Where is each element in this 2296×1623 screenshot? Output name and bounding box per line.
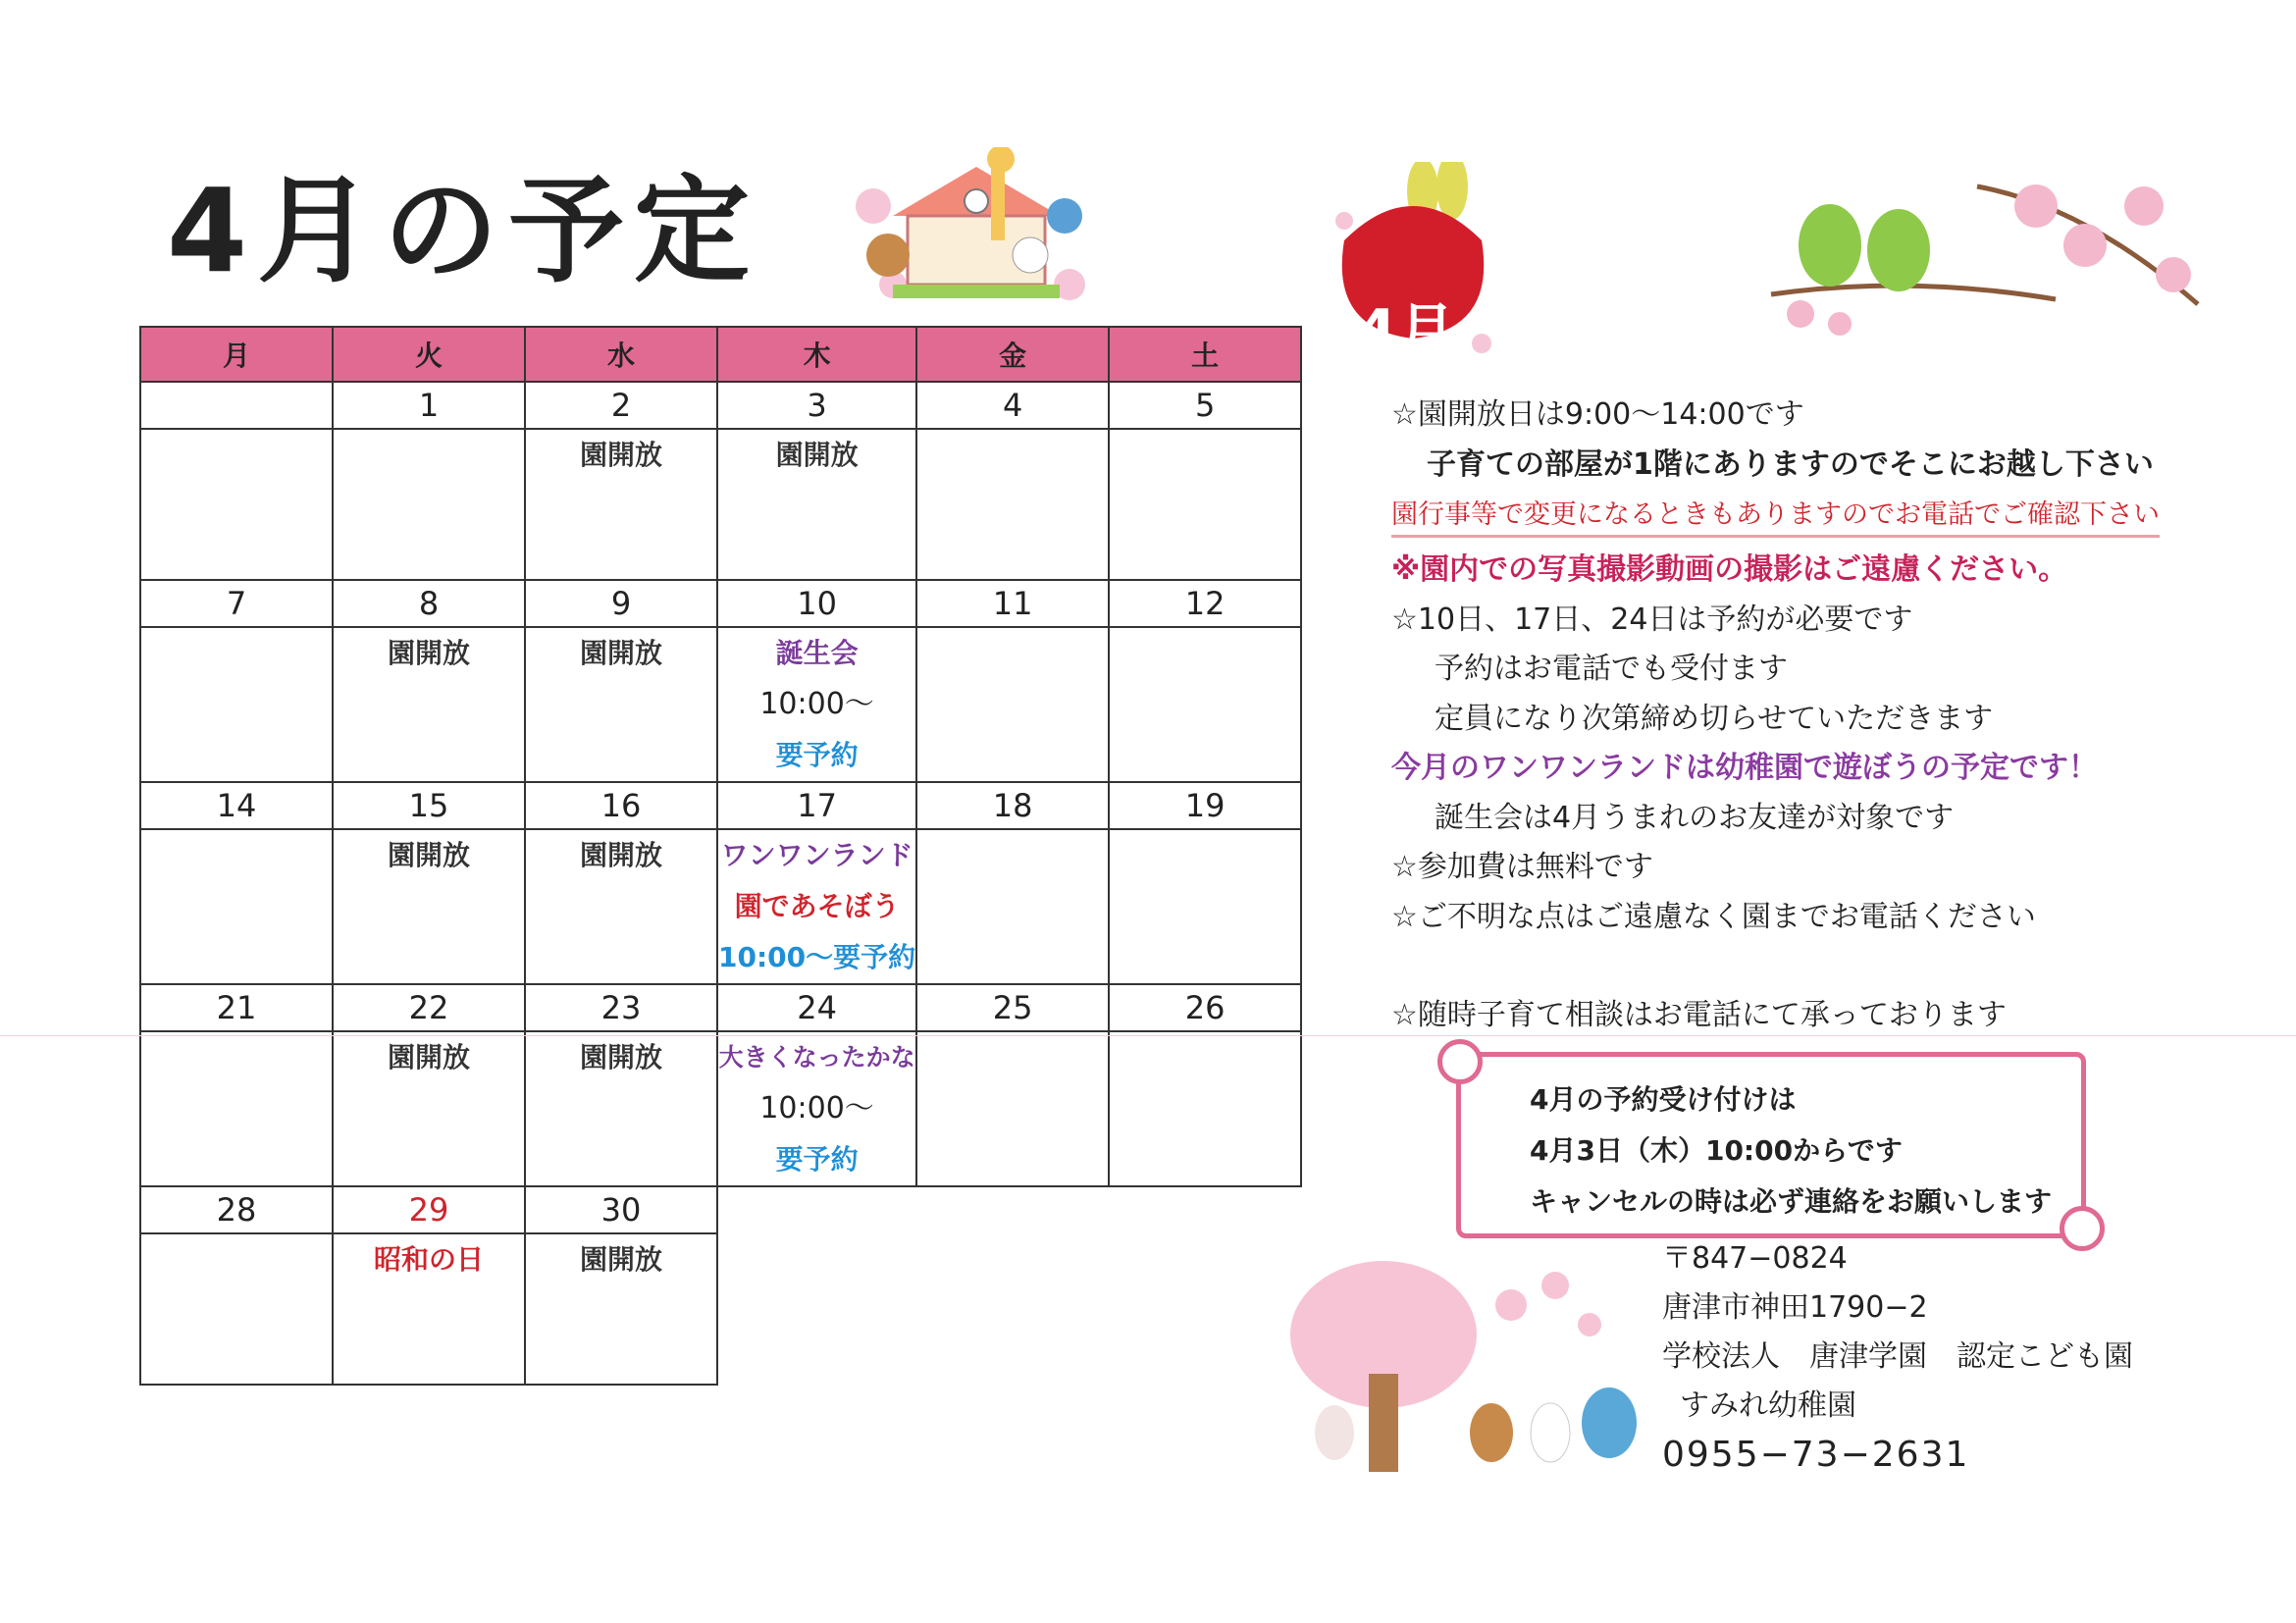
date-cell: 5 bbox=[1109, 382, 1301, 429]
date-cell: 23 bbox=[525, 984, 717, 1031]
week-4-dates bbox=[140, 984, 1301, 1031]
event-open: 園開放 bbox=[775, 439, 859, 471]
event-cell bbox=[525, 1031, 717, 1186]
date-cell: 1 bbox=[333, 382, 525, 429]
note-open-hours: ☆園開放日は9:00〜14:00です bbox=[1391, 397, 1804, 432]
event-cell bbox=[1109, 829, 1301, 984]
event-birthday: 誕生会 bbox=[775, 637, 859, 669]
date-cell: 3 bbox=[717, 382, 916, 429]
weekday-header-row bbox=[140, 327, 1301, 382]
date-cell bbox=[140, 382, 333, 429]
event-cell bbox=[333, 829, 525, 984]
note-birthday-target: 誕生会は4月うまれのお友達が対象です bbox=[1435, 800, 1955, 835]
date-cell: 19 bbox=[1109, 782, 1301, 829]
event-cell bbox=[525, 829, 717, 984]
divider bbox=[0, 1035, 2296, 1036]
week-1-events bbox=[140, 429, 1301, 580]
note-free: ☆参加費は無料です bbox=[1391, 850, 1653, 884]
week-2-dates bbox=[140, 580, 1301, 627]
date-cell: 24 bbox=[717, 984, 916, 1031]
note-reservation-days: ☆10日、17日、24日は予約が必要です bbox=[1391, 602, 1913, 637]
event-cell bbox=[916, 829, 1109, 984]
note-wanwan-land: 今月のワンワンランドは幼稚園で遊ぼうの予定です！ bbox=[1391, 751, 2098, 785]
event-wanwan-land: ワンワンランド bbox=[720, 839, 913, 871]
event-time: 10:00〜 bbox=[759, 1091, 874, 1126]
month-badge: 4月 bbox=[1356, 297, 1456, 366]
note-contact: ☆ご不明な点はご遠慮なく園までお電話ください bbox=[1391, 899, 2036, 934]
address-block bbox=[1662, 1234, 2133, 1480]
kindergarten-illustration bbox=[834, 147, 1109, 314]
event-play-at-school: 園であそぼう bbox=[734, 890, 900, 922]
phone-number: 0955−73−2631 bbox=[1662, 1435, 1970, 1475]
reservation-scroll-box bbox=[1456, 1052, 2086, 1238]
date-cell: 18 bbox=[916, 782, 1109, 829]
date-cell: 11 bbox=[916, 580, 1109, 627]
event-cell bbox=[525, 627, 717, 782]
week-4-events bbox=[140, 1031, 1301, 1186]
empty-cell bbox=[717, 1186, 916, 1233]
reservation-line-1: 4月の予約受け付けは bbox=[1530, 1083, 1797, 1116]
cherry-tree-animals-illustration bbox=[1276, 1256, 1648, 1477]
date-cell: 8 bbox=[333, 580, 525, 627]
notes-list bbox=[1391, 391, 2160, 1041]
weekday-tue: 火 bbox=[333, 327, 525, 382]
event-open: 園開放 bbox=[387, 839, 470, 871]
event-cell bbox=[333, 429, 525, 580]
weekday-fri: 金 bbox=[916, 327, 1109, 382]
week-3-dates bbox=[140, 782, 1301, 829]
note-no-photos: ※園内での写真撮影動画の撮影はご遠慮ください。 bbox=[1391, 552, 2068, 587]
weekday-mon: 月 bbox=[140, 327, 333, 382]
date-cell: 26 bbox=[1109, 984, 1301, 1031]
event-cell bbox=[140, 627, 333, 782]
event-reservation: 要予約 bbox=[775, 739, 859, 771]
organization: 学校法人 唐津学園 認定こども園 bbox=[1662, 1339, 2133, 1374]
weekday-thu: 木 bbox=[717, 327, 916, 382]
event-time: 10:00〜 bbox=[759, 687, 874, 721]
event-open: 園開放 bbox=[579, 1041, 662, 1073]
date-cell: 25 bbox=[916, 984, 1109, 1031]
event-cell bbox=[717, 1031, 916, 1186]
event-open: 園開放 bbox=[387, 1041, 470, 1073]
note-consultation: ☆随時子育て相談はお電話にて承っております bbox=[1391, 998, 2007, 1032]
weekday-wed: 水 bbox=[525, 327, 717, 382]
date-cell: 10 bbox=[717, 580, 916, 627]
empty-cell bbox=[916, 1186, 1109, 1233]
event-cell bbox=[140, 1031, 333, 1186]
week-1-dates bbox=[140, 382, 1301, 429]
birds-branch-illustration bbox=[1761, 147, 2203, 343]
calendar-table bbox=[139, 326, 1302, 1386]
note-room-location: 子育ての部屋が1階にありますのでそこにお越し下さい bbox=[1427, 446, 2154, 482]
event-cell bbox=[525, 429, 717, 580]
event-cell bbox=[1109, 627, 1301, 782]
note-capacity: 定員になり次第締め切らせていただきます bbox=[1435, 701, 1994, 736]
empty-cell bbox=[717, 1233, 916, 1385]
event-cell bbox=[525, 1233, 717, 1385]
empty-cell bbox=[1109, 1233, 1301, 1385]
date-cell: 28 bbox=[140, 1186, 333, 1233]
reservation-line-3: キャンセルの時は必ず連絡をお願いします bbox=[1530, 1185, 2053, 1218]
date-cell: 15 bbox=[333, 782, 525, 829]
event-open: 園開放 bbox=[387, 637, 470, 669]
week-3-events bbox=[140, 829, 1301, 984]
empty-cell bbox=[916, 1233, 1109, 1385]
date-cell: 2 bbox=[525, 382, 717, 429]
event-cell bbox=[333, 1233, 525, 1385]
event-cell bbox=[916, 1031, 1109, 1186]
event-cell bbox=[140, 829, 333, 984]
week-5-dates bbox=[140, 1186, 1301, 1233]
date-cell: 16 bbox=[525, 782, 717, 829]
event-cell bbox=[140, 1233, 333, 1385]
event-cell bbox=[916, 627, 1109, 782]
event-cell bbox=[140, 429, 333, 580]
date-cell: 14 bbox=[140, 782, 333, 829]
event-cell bbox=[333, 1031, 525, 1186]
event-reservation: 要予約 bbox=[775, 1143, 859, 1176]
week-5-events bbox=[140, 1233, 1301, 1385]
event-cell bbox=[717, 429, 916, 580]
week-2-events bbox=[140, 627, 1301, 782]
school-name: すみれ幼稚園 bbox=[1680, 1388, 1856, 1423]
event-cell bbox=[916, 429, 1109, 580]
empty-cell bbox=[1109, 1186, 1301, 1233]
event-open: 園開放 bbox=[579, 839, 662, 871]
event-cell bbox=[717, 627, 916, 782]
date-cell: 17 bbox=[717, 782, 916, 829]
date-cell: 9 bbox=[525, 580, 717, 627]
event-cell bbox=[333, 627, 525, 782]
date-cell: 21 bbox=[140, 984, 333, 1031]
event-showa-day: 昭和の日 bbox=[373, 1243, 484, 1276]
event-open: 園開放 bbox=[579, 637, 662, 669]
postal-code: 〒847−0824 bbox=[1662, 1241, 1848, 1276]
weekday-sat: 土 bbox=[1109, 327, 1301, 382]
event-open: 園開放 bbox=[579, 439, 662, 471]
event-cell bbox=[1109, 1031, 1301, 1186]
date-cell: 7 bbox=[140, 580, 333, 627]
date-cell-holiday: 29 bbox=[333, 1186, 525, 1233]
event-cell bbox=[717, 829, 916, 984]
reservation-line-2: 4月3日（木）10:00からです bbox=[1530, 1134, 1903, 1167]
event-cell bbox=[1109, 429, 1301, 580]
event-growth-check: 大きくなったかな bbox=[718, 1043, 915, 1072]
date-cell: 4 bbox=[916, 382, 1109, 429]
date-cell: 12 bbox=[1109, 580, 1301, 627]
note-schedule-change: 園行事等で変更になるときもありますのでお電話でご確認下さい bbox=[1391, 496, 2160, 538]
note-phone-reservation: 予約はお電話でも受付ます bbox=[1435, 652, 1788, 686]
date-cell: 30 bbox=[525, 1186, 717, 1233]
date-cell: 22 bbox=[333, 984, 525, 1031]
event-open: 園開放 bbox=[579, 1243, 662, 1276]
event-time-reservation: 10:00〜要予約 bbox=[718, 941, 916, 973]
page-title: 4月の予定 bbox=[167, 163, 760, 298]
address-city: 唐津市神田1790−2 bbox=[1662, 1290, 1928, 1325]
